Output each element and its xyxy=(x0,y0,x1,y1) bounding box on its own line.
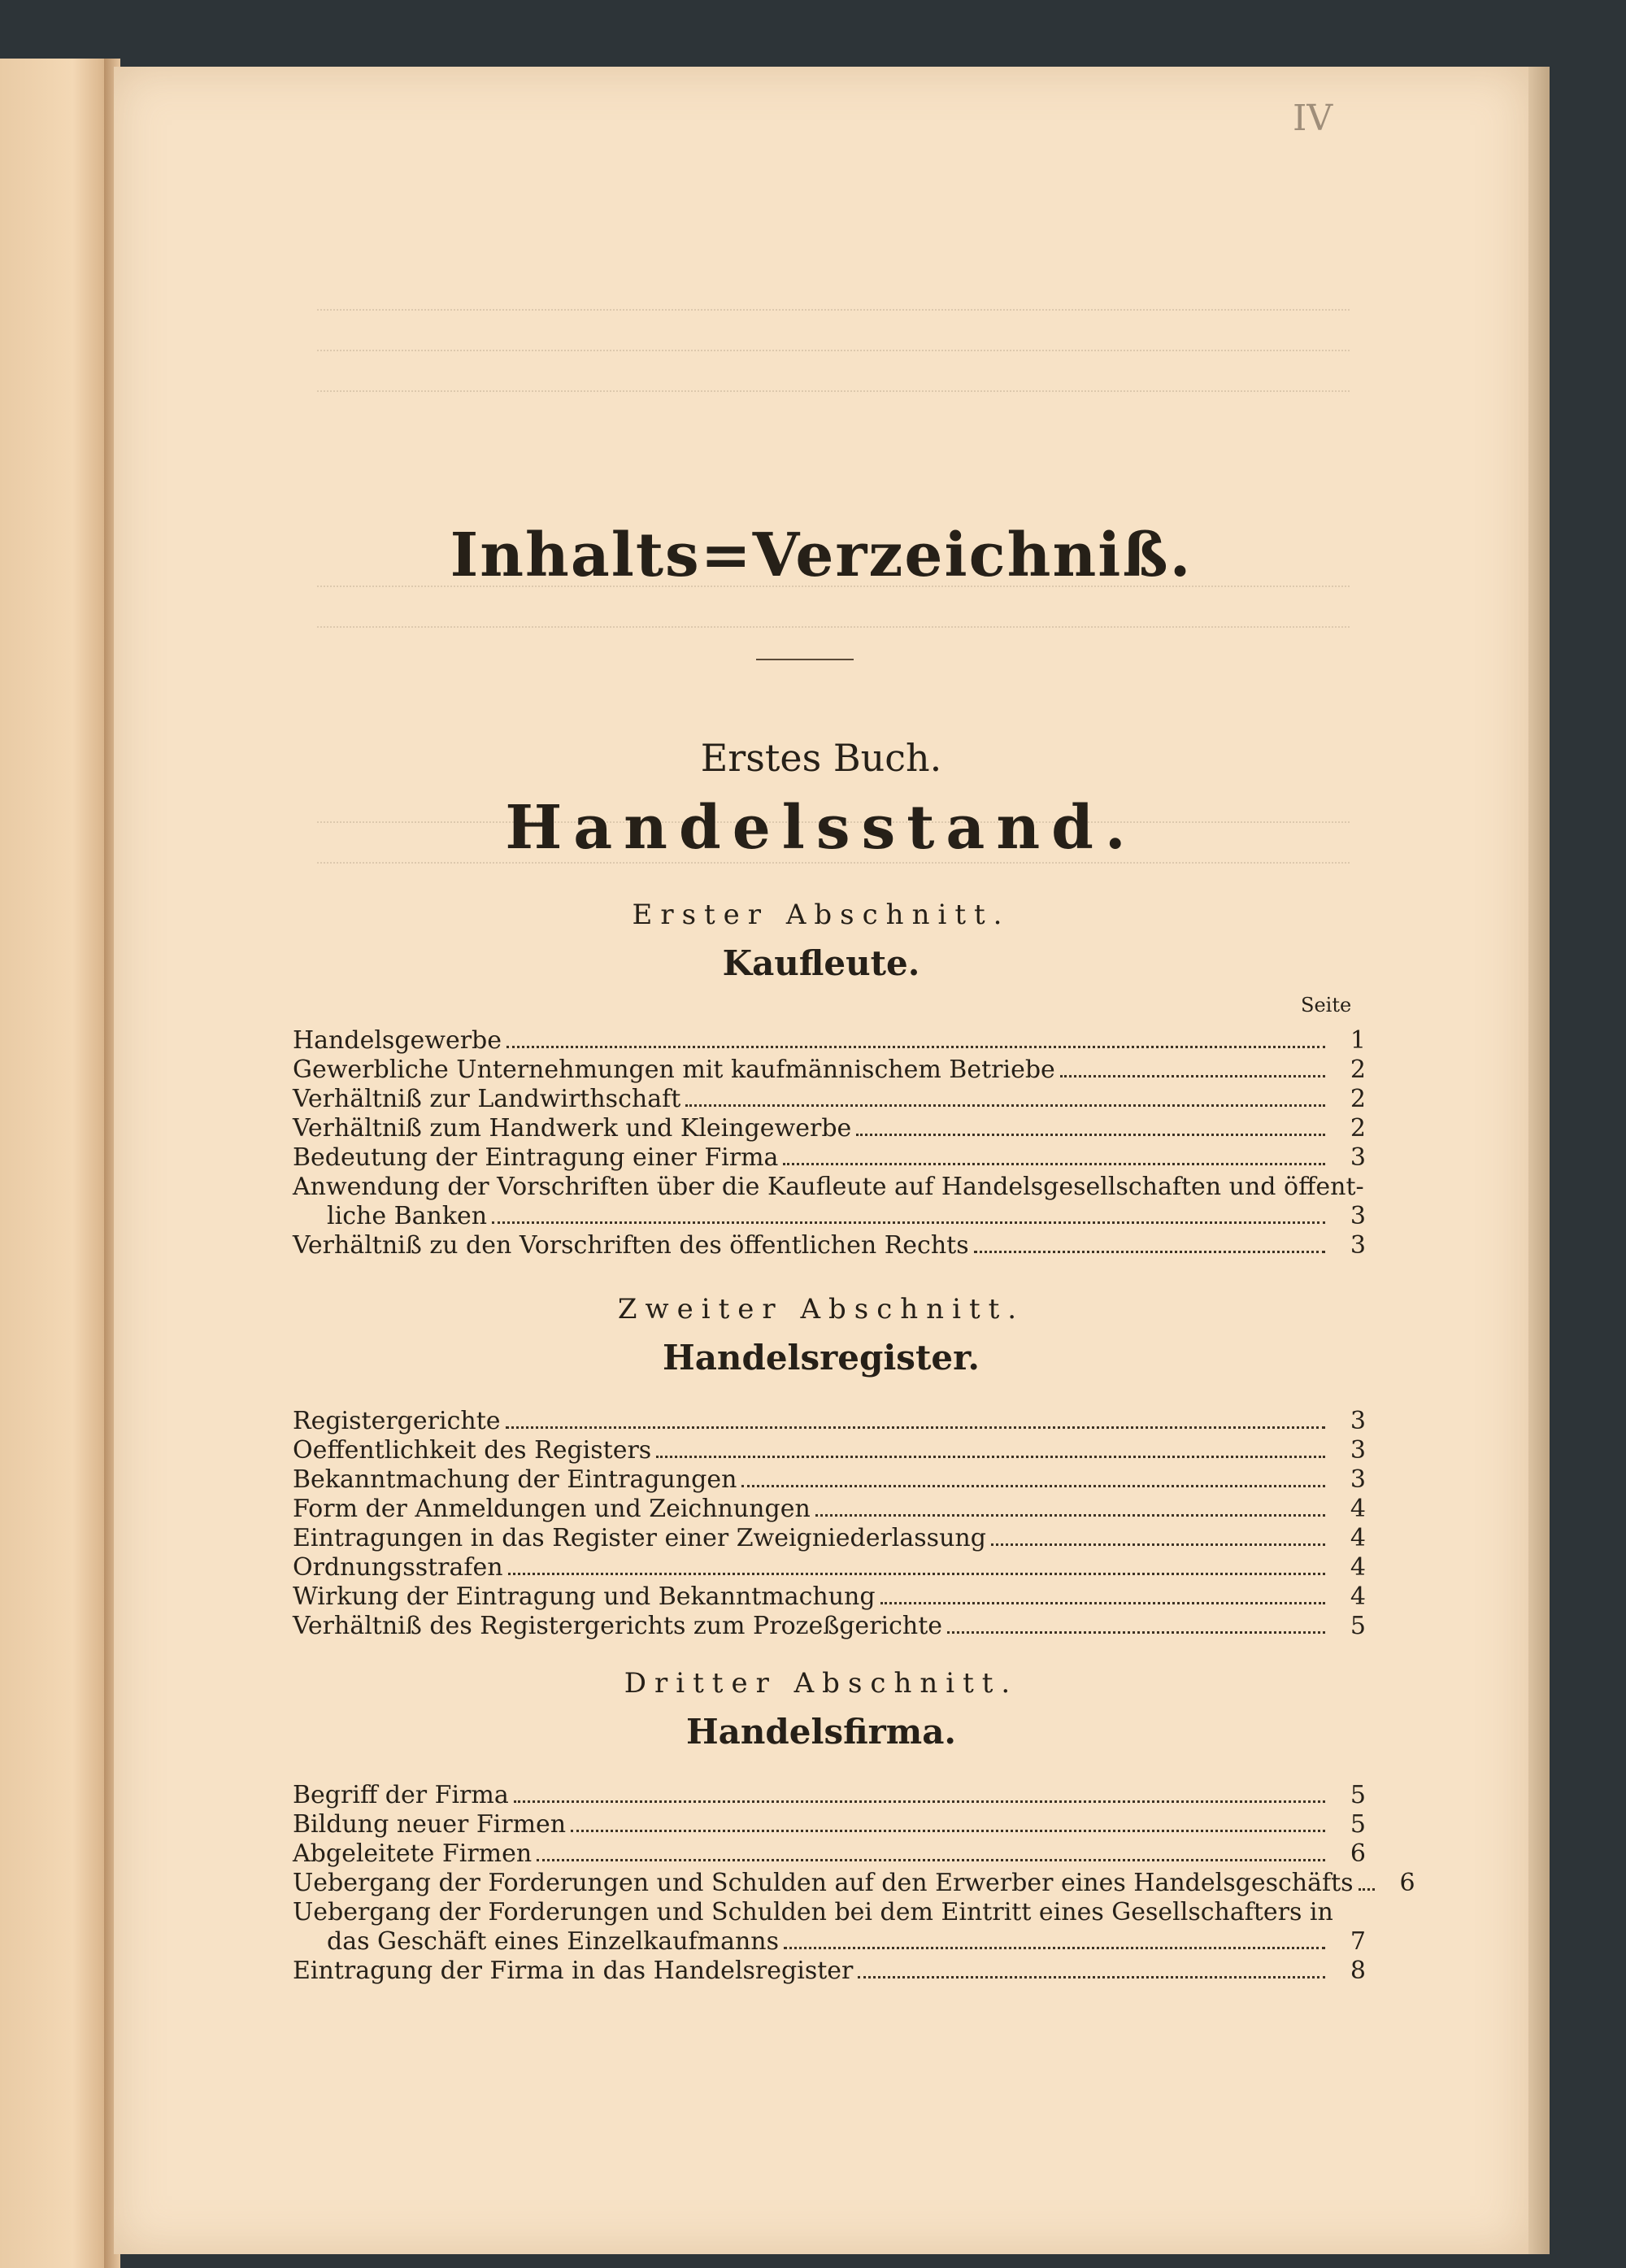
toc-entry[interactable] xyxy=(293,1810,1366,1839)
toc-entry-page: 1 xyxy=(1350,1026,1366,1055)
toc-entry-page: 4 xyxy=(1350,1553,1366,1582)
show-through-line xyxy=(317,390,1350,397)
toc-entry-page: 7 xyxy=(1350,1927,1366,1956)
show-through-line xyxy=(317,626,1350,633)
leader-dots xyxy=(991,1543,1325,1546)
leader-dots xyxy=(815,1514,1325,1517)
section-1-label: Erster Abschnitt. xyxy=(632,899,1011,931)
toc-entry-page: 4 xyxy=(1350,1582,1366,1611)
toc-entry-page: 3 xyxy=(1350,1231,1366,1260)
toc-entry-label: Ordnungsstrafen xyxy=(293,1553,503,1582)
leader-dots xyxy=(514,1800,1325,1803)
toc-entry[interactable] xyxy=(293,1869,1415,1898)
toc-entry-multiline[interactable] xyxy=(293,1173,1366,1231)
toc-entry-label: Form der Anmeldungen und Zeichnungen xyxy=(293,1495,811,1523)
leader-dots xyxy=(1060,1075,1325,1077)
toc-entry-label: Eintragung der Firma in das Handelsregister xyxy=(293,1957,854,1985)
title-ornament-rule xyxy=(756,659,854,667)
toc-entry-page: 3 xyxy=(1350,1407,1366,1435)
book-label: Erstes Buch. xyxy=(700,736,942,780)
toc-entry-page: 4 xyxy=(1350,1524,1366,1552)
toc-entry-page: 6 xyxy=(1399,1869,1415,1897)
toc-entry[interactable] xyxy=(293,1612,1366,1641)
toc-entry[interactable] xyxy=(293,1582,1366,1612)
toc-entry-page: 3 xyxy=(1350,1465,1366,1494)
toc-entry[interactable] xyxy=(293,1143,1366,1173)
toc-entry-label: Bekanntmachung der Eintragungen xyxy=(293,1465,737,1494)
leader-dots xyxy=(537,1859,1325,1861)
toc-section-2 xyxy=(293,1407,1366,1641)
toc-entry-label: Registergerichte xyxy=(293,1407,501,1435)
leader-dots xyxy=(685,1104,1325,1107)
show-through-line xyxy=(317,862,1350,868)
book-title: Handelsstand. xyxy=(505,793,1137,863)
left-page-edge xyxy=(0,59,107,2268)
leader-dots xyxy=(508,1573,1325,1575)
toc-entry[interactable] xyxy=(293,1465,1366,1495)
toc-entry-page: 3 xyxy=(1350,1436,1366,1465)
toc-entry-page: 6 xyxy=(1350,1839,1366,1868)
toc-entry-label: Verhältniß zu den Vorschriften des öffentlichen Rechts xyxy=(293,1231,969,1260)
toc-entry-label: Oeffentlichkeit des Registers xyxy=(293,1436,652,1465)
section-2-title: Handelsregister. xyxy=(663,1338,980,1378)
leader-dots xyxy=(974,1251,1325,1253)
toc-entry[interactable] xyxy=(293,1839,1366,1869)
toc-entry-label: Uebergang der Forderungen und Schulden auf den Erwerber eines Handelsgeschäfts xyxy=(293,1869,1354,1897)
leader-dots xyxy=(506,1426,1325,1429)
toc-entry-label: Wirkung der Eintragung und Bekanntmachung xyxy=(293,1582,876,1611)
toc-entry[interactable] xyxy=(293,1231,1366,1260)
toc-entry-label: Gewerbliche Unternehmungen mit kaufmännischem Betriebe xyxy=(293,1056,1055,1084)
leader-dots xyxy=(784,1947,1325,1949)
toc-entry[interactable] xyxy=(293,1495,1366,1524)
toc-entry-label: Verhältniß zur Landwirthschaft xyxy=(293,1085,681,1113)
toc-entry-page: 4 xyxy=(1350,1495,1366,1523)
toc-entry-page: 8 xyxy=(1350,1957,1366,1985)
toc-section-3 xyxy=(293,1781,1415,1986)
leader-dots xyxy=(947,1631,1325,1634)
toc-entry-page: 3 xyxy=(1350,1202,1366,1230)
leader-dots xyxy=(856,1134,1325,1136)
toc-entry[interactable] xyxy=(293,1056,1366,1085)
section-2-label: Zweiter Abschnitt. xyxy=(617,1293,1025,1326)
toc-entry-label: Abgeleitete Firmen xyxy=(293,1839,533,1868)
toc-entry-label: Bildung neuer Firmen xyxy=(293,1810,567,1839)
toc-entry-label: Handelsgewerbe xyxy=(293,1026,502,1055)
page-number: IV xyxy=(1293,98,1333,139)
leader-dots xyxy=(1359,1888,1375,1891)
toc-section-1 xyxy=(293,1026,1366,1260)
toc-entry-page: 5 xyxy=(1350,1781,1366,1809)
toc-entry-label: Eintragungen in das Register einer Zweigniederlassung xyxy=(293,1524,986,1552)
toc-entry-page: 5 xyxy=(1350,1810,1366,1839)
toc-entry-page: 3 xyxy=(1350,1143,1366,1172)
leader-dots xyxy=(571,1830,1325,1832)
leader-dots xyxy=(506,1046,1325,1048)
section-3-title: Handelsfirma. xyxy=(685,1712,957,1752)
page-stack-edge xyxy=(1528,67,1550,2254)
leader-dots xyxy=(858,1976,1325,1979)
seite-column-label: Seite xyxy=(1301,994,1352,1016)
toc-entry[interactable] xyxy=(293,1407,1366,1436)
section-1-title: Kaufleute. xyxy=(722,943,920,983)
toc-entry-label: Verhältniß des Registergerichts zum Prozeßgerichte xyxy=(293,1612,943,1640)
leader-dots xyxy=(492,1221,1325,1224)
toc-entry[interactable] xyxy=(293,1026,1366,1056)
leader-dots xyxy=(656,1456,1325,1458)
leader-dots xyxy=(741,1485,1325,1487)
section-3-label: Dritter Abschnitt. xyxy=(624,1667,1019,1700)
show-through-line xyxy=(317,309,1350,316)
toc-entry-label: Bedeutung der Eintragung einer Firma xyxy=(293,1143,779,1172)
toc-entry-page: 2 xyxy=(1350,1114,1366,1143)
toc-entry[interactable] xyxy=(293,1553,1366,1582)
leader-dots xyxy=(783,1163,1325,1165)
toc-entry-label-continued: das Geschäft eines Einzelkaufmanns xyxy=(327,1927,780,1956)
toc-entry-label: Begriff der Firma xyxy=(293,1781,509,1809)
toc-entry-page: 5 xyxy=(1350,1612,1366,1640)
toc-entry[interactable] xyxy=(293,1085,1366,1114)
toc-entry[interactable] xyxy=(293,1114,1366,1143)
toc-entry[interactable] xyxy=(293,1436,1366,1465)
page-title: Inhalts=Verzeichniß. xyxy=(450,520,1193,590)
toc-entry[interactable] xyxy=(293,1524,1366,1553)
toc-entry-page: 2 xyxy=(1350,1085,1366,1113)
toc-entry-label-continued: liche Banken xyxy=(327,1202,488,1230)
toc-entry[interactable] xyxy=(293,1781,1366,1810)
toc-entry-multiline[interactable] xyxy=(293,1898,1366,1957)
toc-entry-page: 2 xyxy=(1350,1056,1366,1084)
toc-entry[interactable] xyxy=(293,1957,1366,1986)
show-through-line xyxy=(317,350,1350,356)
toc-entry-label: Uebergang der Forderungen und Schulden bei dem Eintritt eines Gesellschafters in xyxy=(293,1898,1333,1926)
toc-entry-label: Verhältniß zum Handwerk und Kleingewerbe xyxy=(293,1114,852,1143)
leader-dots xyxy=(880,1602,1325,1604)
toc-entry-label: Anwendung der Vorschriften über die Kaufleute auf Handelsgesellschaften und öffent- xyxy=(293,1173,1364,1201)
